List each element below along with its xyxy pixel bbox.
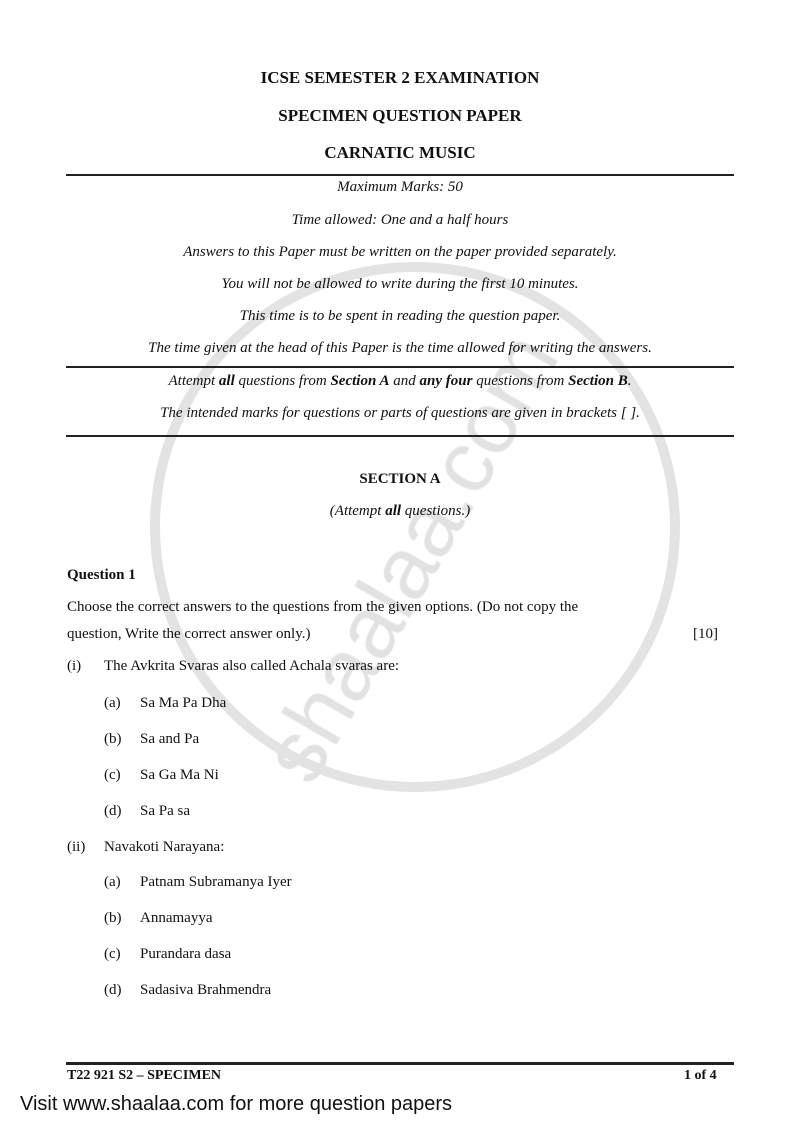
subject-title: CARNATIC MUSIC bbox=[324, 143, 476, 162]
option-text: Patnam Subramanya Iyer bbox=[140, 874, 292, 890]
option-text: Sa and Pa bbox=[140, 731, 200, 747]
option-text: Annamayya bbox=[140, 910, 213, 926]
part-number: (ii) bbox=[67, 839, 86, 855]
question-marks: [10] bbox=[693, 626, 718, 642]
footer-divider bbox=[66, 1062, 734, 1065]
part-text: The Avkrita Svaras also called Achala svaras are: bbox=[104, 658, 400, 674]
option-label: (d) bbox=[104, 982, 122, 998]
option-label: (c) bbox=[104, 767, 121, 783]
option-label: (d) bbox=[104, 803, 122, 819]
divider bbox=[66, 366, 734, 368]
divider bbox=[66, 174, 734, 176]
marks-note: The intended marks for questions or parts of questions are given in brackets [ ]. bbox=[160, 405, 640, 421]
option-label: (b) bbox=[104, 910, 122, 926]
footer-code: T22 921 S2 – SPECIMEN bbox=[67, 1068, 222, 1083]
question-text: question, Write the correct answer only.) bbox=[67, 626, 311, 642]
option-label: (b) bbox=[104, 731, 122, 747]
option-label: (a) bbox=[104, 695, 121, 711]
option-text: Sa Ga Ma Ni bbox=[140, 767, 219, 783]
instruction: The time given at the head of this Paper is the time allowed for writing the answers. bbox=[148, 340, 652, 356]
option-text: Purandara dasa bbox=[140, 946, 232, 962]
instruction: This time is to be spent in reading the question paper. bbox=[239, 308, 561, 324]
instruction: Answers to this Paper must be written on the paper provided separately. bbox=[183, 244, 617, 260]
visit-banner: Visit www.shaalaa.com for more question papers bbox=[20, 1093, 453, 1115]
option-text: Sa Ma Pa Dha bbox=[140, 695, 227, 711]
divider bbox=[66, 435, 734, 437]
option-label: (a) bbox=[104, 874, 121, 890]
section-subtitle: (Attempt all questions.) bbox=[329, 503, 471, 519]
footer-page: 1 of 4 bbox=[684, 1068, 717, 1083]
attempt-instruction: Attempt all questions from Section A and any four questions from Section B. bbox=[168, 373, 632, 389]
instruction: Time allowed: One and a half hours bbox=[291, 212, 509, 228]
paper-title: SPECIMEN QUESTION PAPER bbox=[278, 106, 522, 125]
part-number: (i) bbox=[67, 658, 82, 674]
question-text: Choose the correct answers to the questions from the given options. (Do not copy the bbox=[67, 599, 579, 615]
option-text: Sa Pa sa bbox=[140, 803, 190, 819]
instruction: You will not be allowed to write during the first 10 minutes. bbox=[221, 276, 579, 292]
exam-title: ICSE SEMESTER 2 EXAMINATION bbox=[260, 68, 540, 87]
instruction: Maximum Marks: 50 bbox=[337, 179, 463, 195]
option-label: (c) bbox=[104, 946, 121, 962]
question-title: Question 1 bbox=[67, 567, 136, 583]
part-text: Navakoti Narayana: bbox=[104, 839, 225, 855]
section-title: SECTION A bbox=[359, 471, 441, 487]
option-text: Sadasiva Brahmendra bbox=[140, 982, 272, 998]
